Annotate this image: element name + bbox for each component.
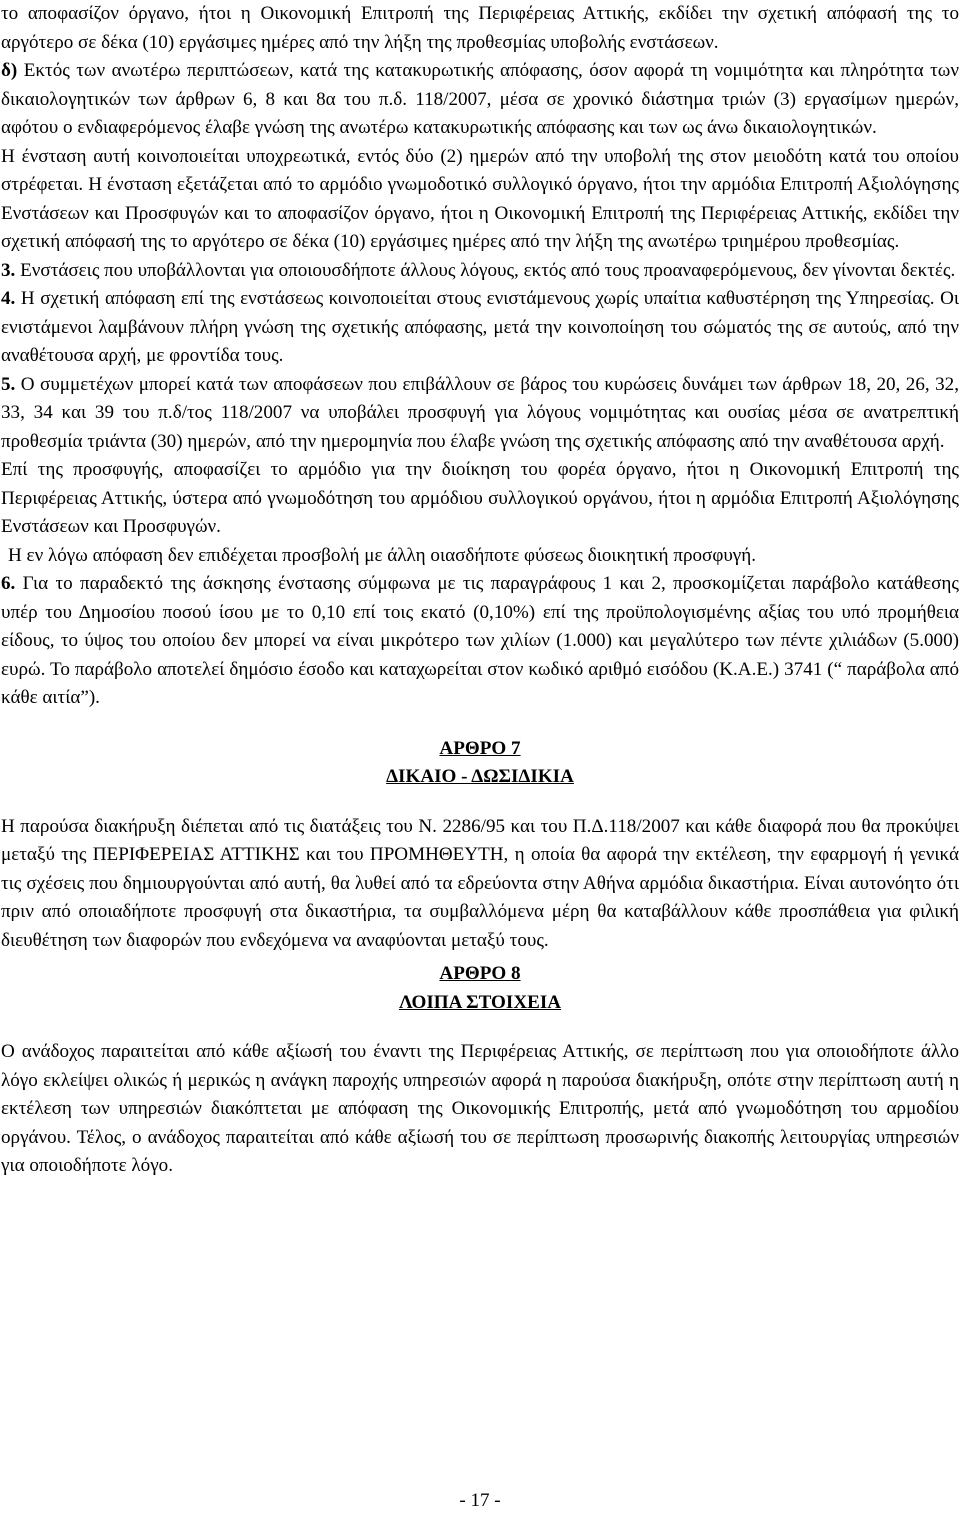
paragraph-5: 5. Ο συμμετέχων μπορεί κατά των αποφάσεων που επιβάλλουν σε βάρος του κυρώσεις δυνάμει των άρθρων 18, 20, 26, 32, 33, 34 και 39 του π.δ/τος 118/2007 να υποβάλει προσφυγή για λόγους νομιμότητας και ουσίας μέσα σε ανατρεπτική προθεσμία τριάντα (30) ημερών, από την ημερομηνία που έλαβε γνώση της σχετικής απόφασης από την αναθέτουσα αρχή.: [1, 373, 959, 452]
list-marker-d: δ): [1, 60, 18, 81]
list-marker-6: 6.: [1, 573, 16, 594]
paragraph-notification: Η ένσταση αυτή κοινοποιείται υποχρεωτικά, εντός δύο (2) ημερών από την υποβολή της στον μειοδότη κατά του οποίου στρέφεται. Η ένσταση εξετάζεται από το αρμόδιο γνωμοδοτικό συλλογικό όργανο, ήτοι την αρμόδια Επιτροπή Αξιολόγησης Ενστάσεων και Προσφυγών και το αποφασίζον όργανο, ήτοι η Οικονομική Επιτροπή της Περιφέρειας Αττικής, εκδίδει την σχετική απόφασή της το αργότερο σε δέκα (10) εργάσιμες ημέρες από την λήξη της ανωτέρω τριημέρου προθεσμίας.: [1, 145, 959, 252]
article-8-title: ΑΡΘΡΟ 8: [439, 963, 521, 984]
paragraph-case-d: δ) Εκτός των ανωτέρω περιπτώσεων, κατά της κατακυρωτικής απόφασης, όσον αφορά τη νομιμότητα και πληρότητα των δικαιολογητικών των άρθρων 6, 8 και 8α του π.δ. 118/2007, μέσα σε χρονικό διάστημα τριών (3) εργασίμων ημερών, αφότου ο ενδιαφερόμενος έλαβε γνώση της ανωτέρω κατακυρωτικής απόφασης και των ως άνω δικαιολογητικών.: [1, 60, 959, 138]
article-7-title: ΑΡΘΡΟ 7: [439, 737, 521, 759]
page-number: - 17 -: [459, 1490, 501, 1511]
article-7-body: Η παρούσα διακήρυξη διέπεται από τις διατάξεις του Ν. 2286/95 και του Π.Δ.118/2007 και κάθε διαφορά που θα προκύψει μεταξύ της ΠΕΡΙΦΕΡΕΙΑΣ ΑΤΤΙΚΗΣ και του ΠΡΟΜΗΘΕΥΤΗ, η οποία θα αφορά την εκτέλεση, την εφαρμογή ή γενικά τις σχέσεις που δημιουργούνται από αυτή, θα λυθεί από τα εδρεύοντα στην Αθήνα αρμόδια δικαστήρια. Είναι αυτονόητο ότι πριν από οποιαδήποτε προσφυγή στα δικαστήρια, τα συμβαλλόμενα μέρη θα καταβάλλουν κάθε προσπάθεια για φιλική διευθέτηση των διαφορών που ενδεχόμενα να αναφύονται μεταξύ τους.: [1, 815, 959, 951]
paragraph-6: 6. Για το παραδεκτό της άσκησης ένστασης σύμφωνα με τις παραγράφους 1 και 2, προσκομίζεται παράβολο κατάθεσης υπέρ του Δημοσίου ποσού ίσου με το 0,10 επί τοις εκατό (0,10%) επί της προϋπολογισμένης αξίας του υπό προμήθεια είδους, το ύψος του οποίου δεν μπορεί να είναι μικρότερο των χιλίων (1.000) και μεγαλύτερο των πέντε χιλιάδων (5.000) ευρώ. Το παράβολο αποτελεί δημόσιο έσοδο και καταχωρείται στον κωδικό αριθμό εισόδου (Κ.Α.Ε.) 3741 (“ παράβολα από κάθε αιτία”).: [1, 573, 959, 708]
paragraph-3: 3. Ενστάσεις που υποβάλλονται για οποιουσδήποτε άλλους λόγους, εκτός από τους προαναφερόμενους, δεν γίνονται δεκτές.: [1, 259, 956, 281]
paragraph-4: 4. Η σχετική απόφαση επί της ενστάσεως κοινοποιείται στους ενιστάμενους χωρίς υπαίτια καθυστέρηση της Υπηρεσίας. Οι ενιστάμενοι λαμβάνουν πλήρη γνώση της σχετικής απόφασης, μετά την κοινοποίηση του σώματός της σε αυτούς, από την αναθέτουσα αρχή, με φροντίδα τους.: [1, 288, 959, 366]
list-marker-3: 3.: [1, 259, 16, 281]
paragraph-no-further-appeal: Η εν λόγω απόφαση δεν επιδέχεται προσβολή με άλλη οιασδήποτε φύσεως διοικητική προσφυγή.: [8, 544, 756, 566]
paragraph-continuation: το αποφασίζον όργανο, ήτοι η Οικονομική Επιτροπή της Περιφέρειας Αττικής, εκδίδει την σχετική απόφασή της το αργότερο σε δέκα (10) εργάσιμες ημέρες από την λήξη της προθεσμίας υποβολής ενστάσεων.: [1, 3, 959, 53]
list-marker-4: 4.: [1, 288, 16, 309]
article-7-subtitle: ΔΙΚΑΙΟ - ΔΩΣΙΔΙΚΙΑ: [386, 766, 574, 787]
article-8-body: Ο ανάδοχος παραιτείται από κάθε αξίωσή του έναντι της Περιφέρειας Αττικής, σε περίπτωση που για οποιοδήποτε άλλο λόγο εκλείψει ολικώς ή μερικώς η ανάγκη παροχής υπηρεσιών αφορά η παρούσα διακήρυξη, οπότε στην περίπτωση αυτή η εκτέλεση των υπηρεσιών διακόπτεται με απόφαση της Οικονομικής Επιτροπής, μετά από γνωμοδότηση του αρμοδίου οργάνου. Τέλος, ο ανάδοχος παραιτείται από κάθε αξίωσή του σε περίπτωση προσωρινής διακοπής λειτουργίας υπηρεσιών για οποιοδήποτε λόγο.: [1, 1041, 959, 1176]
list-marker-5: 5.: [1, 373, 16, 395]
article-8-subtitle: ΛΟΙΠΑ ΣΤΟΙΧΕΙΑ: [398, 991, 562, 1013]
paragraph-appeal-decision: Επί της προσφυγής, αποφασίζει το αρμόδιο για την διοίκηση του φορέα όργανο, ήτοι η Οικονομική Επιτροπή της Περιφέρειας Αττικής, ύστερα από γνωμοδότηση του αρμόδιου συλλογικού οργάνου, ήτοι η αρμόδια Επιτροπή Αξιολόγησης Ενστάσεων και Προσφυγών.: [1, 459, 959, 537]
